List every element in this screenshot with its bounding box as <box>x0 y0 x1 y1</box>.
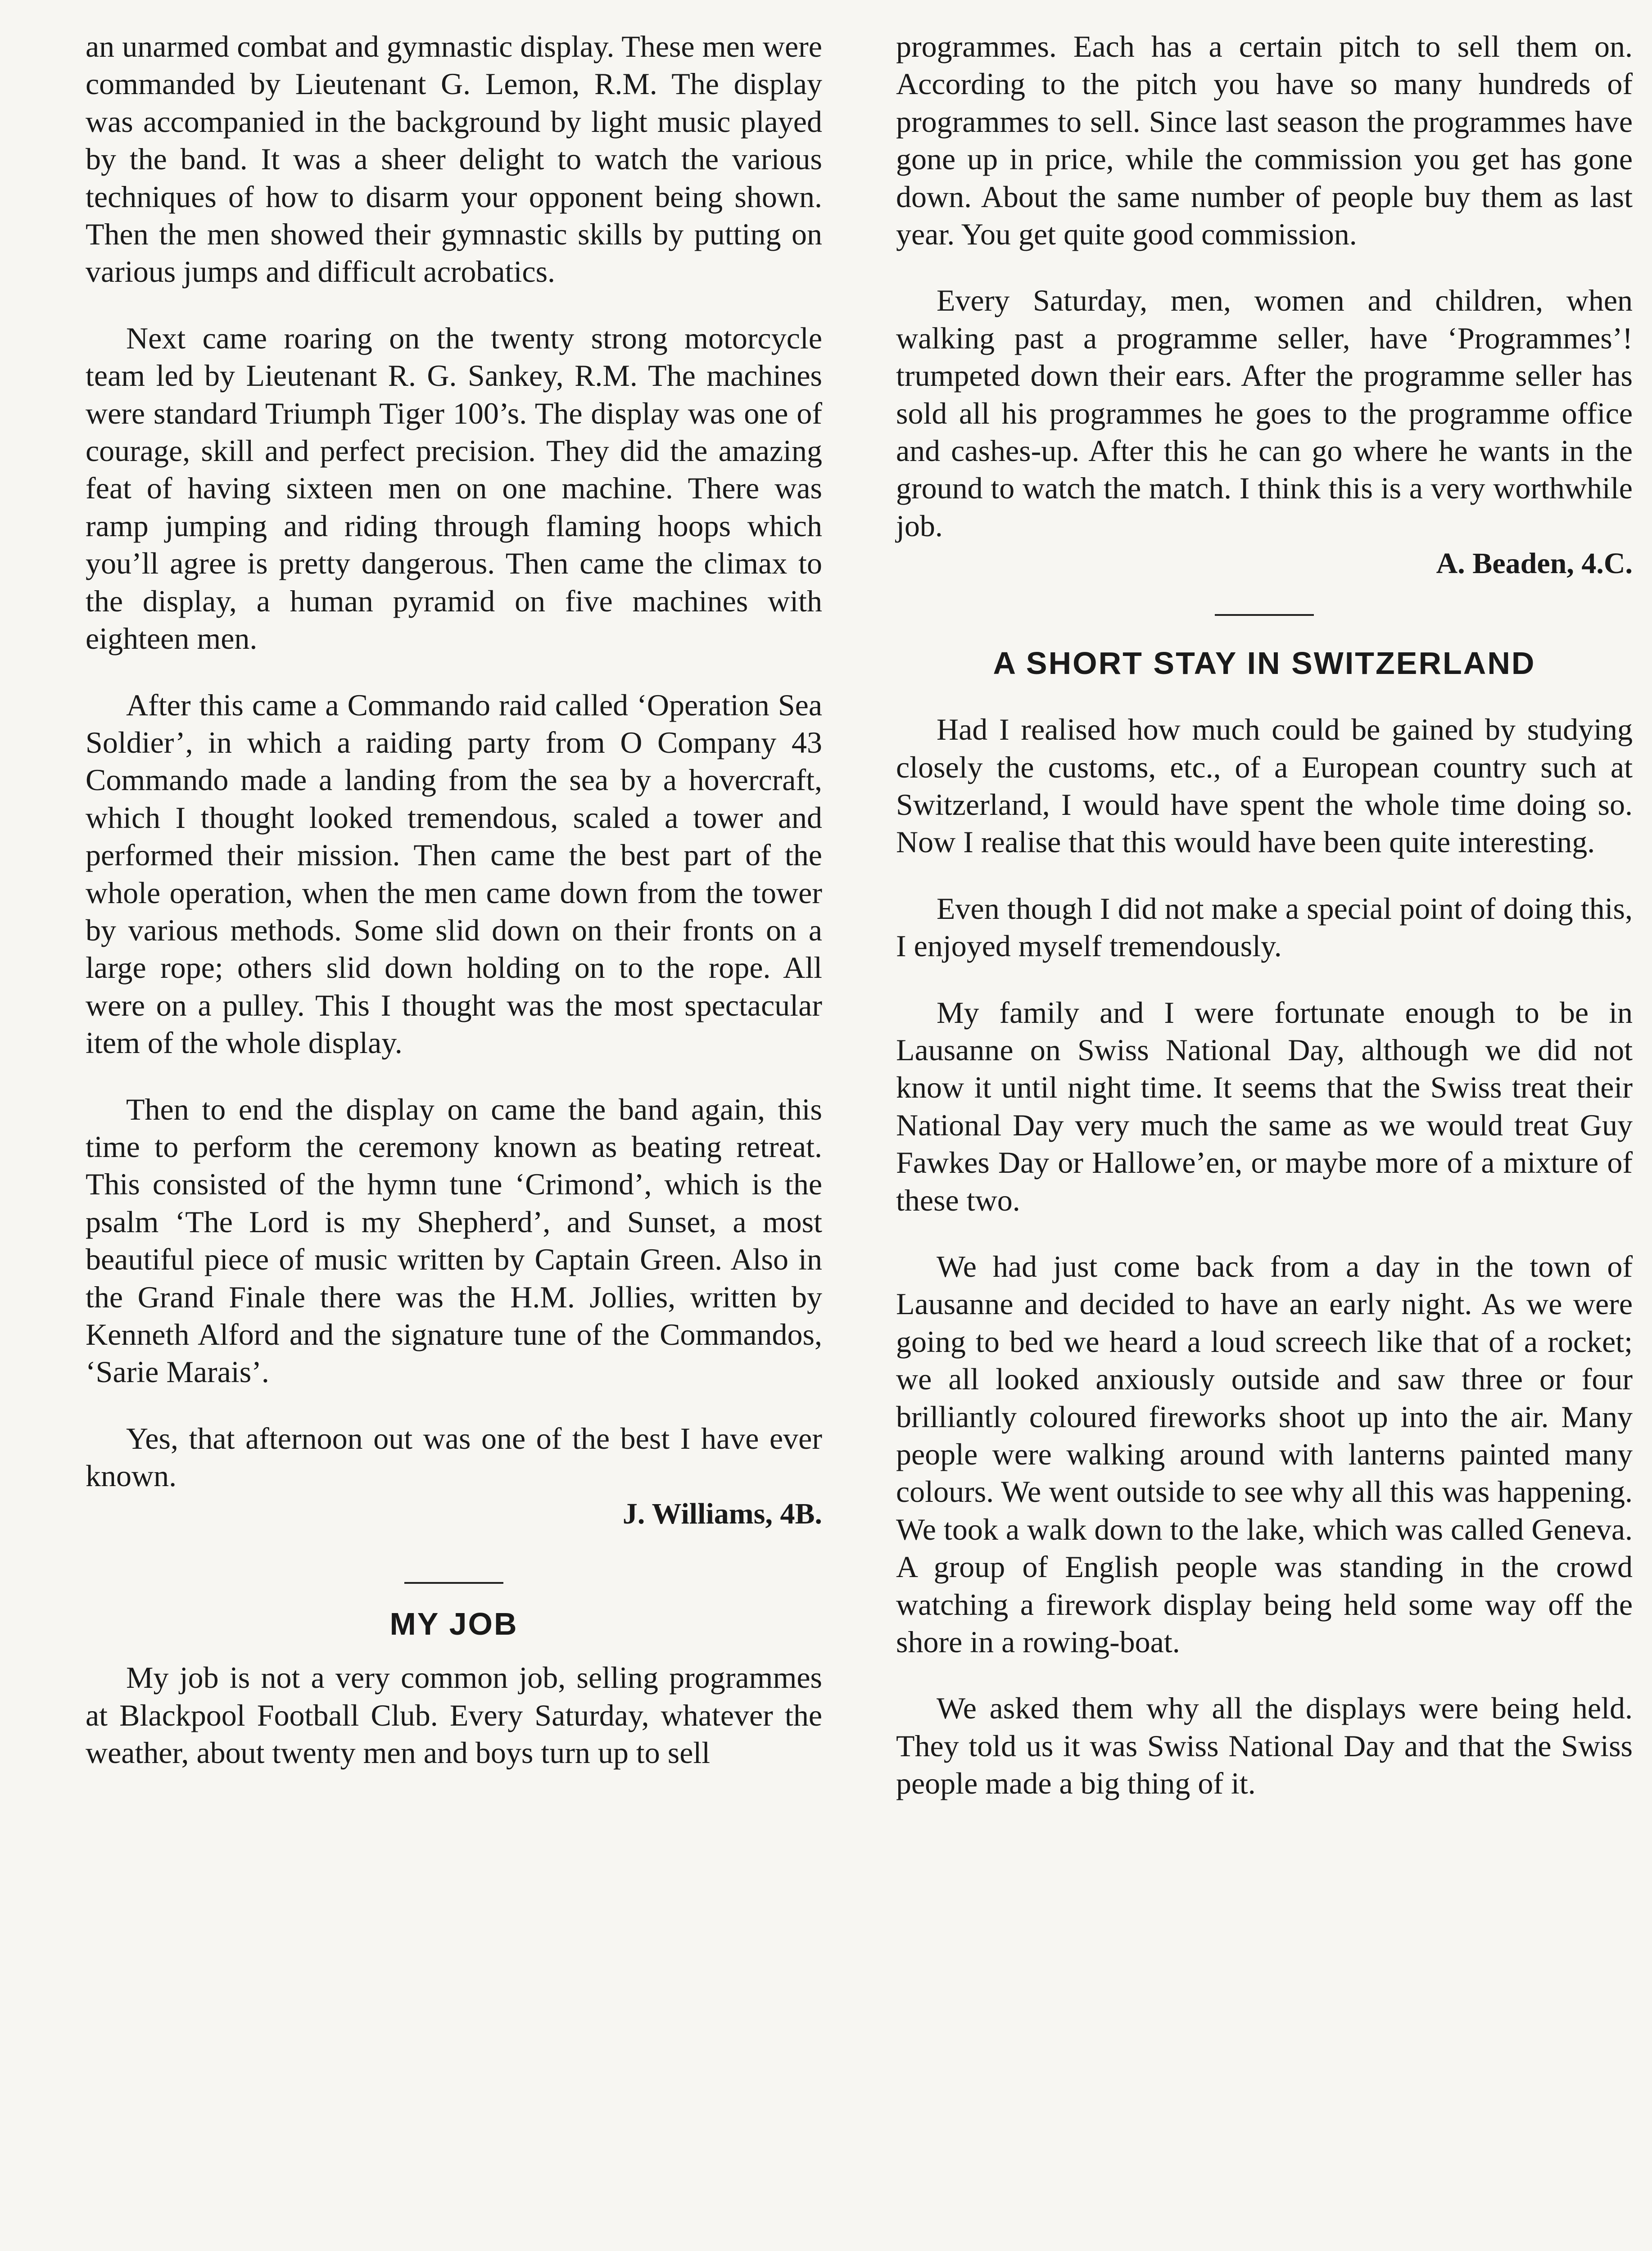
paragraph: Even though I did not make a special point of doing this, I enjoyed myself tremendously. <box>896 891 1633 963</box>
section-heading: A SHORT STAY IN SWITZERLAND <box>993 645 1536 681</box>
paragraph: Had I realised how much could be gained by studying closely the customs, etc., of a European country such at Switzerland, I would have spent the whole time doing so. Now I realise that this would have been quite interesting. <box>896 712 1633 859</box>
section-divider <box>404 1582 503 1584</box>
author-signature: J. Williams, 4B. <box>622 1497 822 1530</box>
right-column <box>896 28 1633 1803</box>
section-divider <box>1215 614 1314 616</box>
section-heading: MY JOB <box>389 1606 518 1642</box>
paragraph: After this came a Commando raid called ‘Operation Sea Soldier’, in which a raiding party from O Company 43 Commando made a landing from the sea by a hovercraft, which I thought looked tremendous, scaled a tower and performed their mission. Then came the best part of the whole operation, when the men came down from the tower by various methods. Some slid down on their fronts on a large rope; others slid down holding on to the rope. All were on a pulley. This I thought was the most spectacular item of the whole display. <box>86 687 822 1060</box>
left-column <box>86 28 822 1772</box>
paragraph: Next came roaring on the twenty strong motorcycle team led by Lieutenant R. G. Sankey, R.M. The machines were standard Triumph Tiger 100’s. The display was one of courage, skill and perfect precision. They did the amazing feat of having sixteen men on one machine. There was ramp jumping and riding through flaming hoops which you’ll agree is pretty dangerous. Then came the climax to the display, a human pyramid on five machines with eighteen men. <box>86 321 822 656</box>
author-signature: A. Beaden, 4.C. <box>1436 547 1633 580</box>
paragraph: My job is not a very common job, selling programmes at Blackpool Football Club. Every Saturday, whatever the weather, about twenty men and boys turn up to sell <box>86 1660 822 1770</box>
paragraph: We asked them why all the displays were being held. They told us it was Swiss National Day and that the Swiss people made a big thing of it. <box>896 1691 1633 1801</box>
paragraph: We had just come back from a day in the town of Lausanne and decided to have an early night. As we were going to bed we heard a loud screech like that of a rocket; we all looked anxiously outside and saw three or four brilliantly coloured fireworks shoot up into the air. Many people were walking around with lanterns painted many colours. We went outside to see why all this was happening. We took a walk down to the lake, which was called Geneva. A group of English people was standing in the crowd watching a firework display being held some way off the shore in a rowing-boat. <box>896 1249 1633 1659</box>
paragraph: Then to end the display on came the band again, this time to perform the ceremony known as beating retreat. This consisted of the hymn tune ‘Crimond’, which is the psalm ‘The Lord is my Shepherd’, and Sunset, a most beautiful piece of music written by Captain Green. Also in the Grand Finale there was the H.M. Jollies, written by Kenneth Alford and the signature tune of the Commandos, ‘Sarie Marais’. <box>86 1092 822 1389</box>
paragraph: My family and I were fortunate enough to be in Lausanne on Swiss National Day, although we did not know it until night time. It seems that the Swiss treat their National Day very much the same as we would treat Guy Fawkes Day or Hallowe’en, or maybe more of a mixture of these two. <box>896 995 1633 1217</box>
paragraph: Every Saturday, men, women and children, when walking past a programme seller, have ‘Programmes’! trumpeted down their ears. After the programme seller has sold all his programmes he goes to the programme office and cashes-up. After this he can go where he wants in the ground to watch the match. I think this is a very worthwhile job. <box>896 283 1633 543</box>
paragraph: Yes, that afternoon out was one of the best I have ever known. <box>86 1421 822 1493</box>
paragraph: an unarmed combat and gymnastic display. These men were commanded by Lieutenant G. Lemon, R.M. The display was accompanied in the background by light music played by the band. It was a sheer delight to watch the various techniques of how to disarm your opponent being shown. Then the men showed their gymnastic skills by putting on various jumps and difficult acrobatics. <box>86 29 822 289</box>
paragraph: programmes. Each has a certain pitch to sell them on. According to the pitch you have so many hundreds of programmes to sell. Since last season the programmes have gone up in price, while the commission you get has gone down. About the same number of people buy them as last year. You get quite good commission. <box>896 29 1633 252</box>
